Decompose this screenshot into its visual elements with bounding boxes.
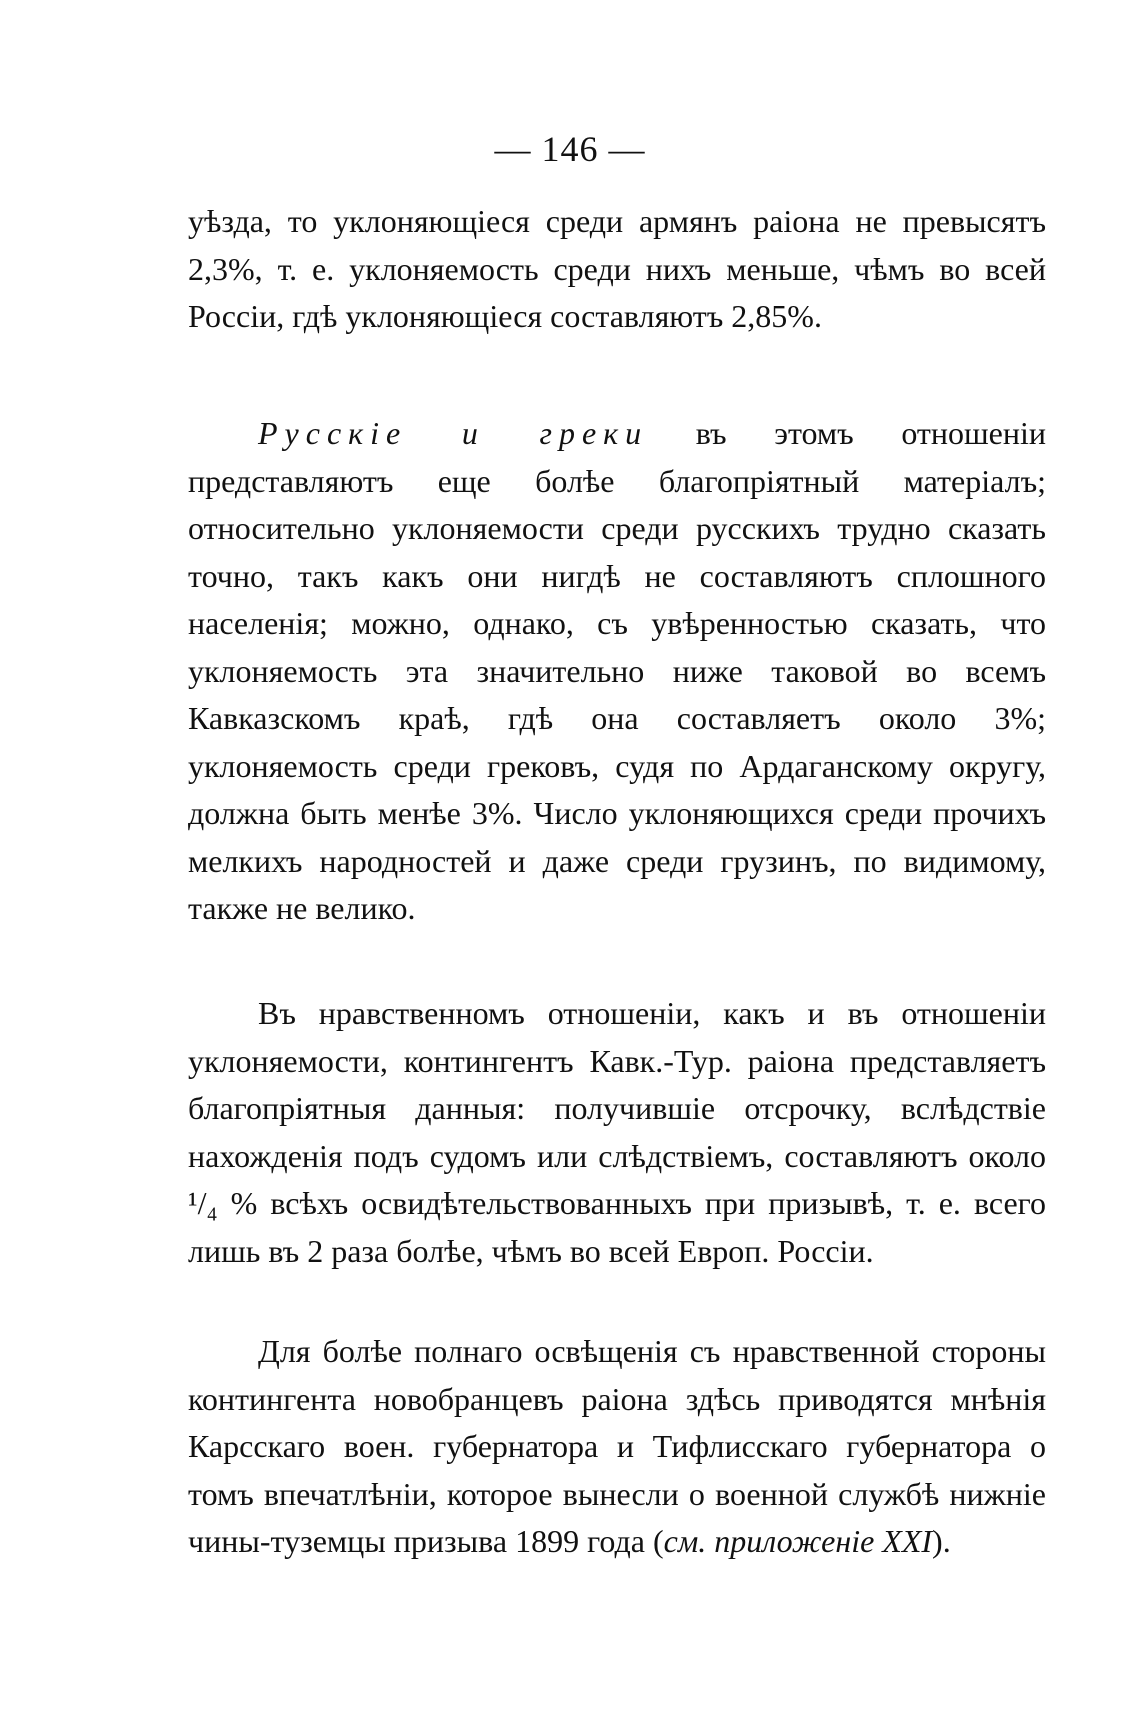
paragraph-3-text: Въ нравственномъ отношеніи, какъ и въ отношеніи уклоняемости, контингентъ Кавк.-Тур. раіона представляетъ благопріятныя данныя: получившіе отсрочку, вслѣдствіе нахожденія подъ судомъ или слѣдствіемъ, составляютъ около ¹/₄ % всѣхъ освидѣтельствованныхъ при призывѣ, т. е. всего лишь въ 2 раза болѣе, чѣмъ во всей Европ. Россіи. — [188, 995, 1046, 1269]
paragraph-4-text: Для болѣе полнаго освѣщенія съ нравственной стороны контингента новобранцевъ раіона здѣсь приводятся мнѣнія Карсскаго воен. губернатора и Тифлисскаго губернатора о томъ впечатлѣніи, которое вынесли о военной службѣ нижніе чины-туземцы призыва 1899 года ( — [188, 1333, 1046, 1559]
paragraph-1 — [188, 198, 1046, 341]
paragraph-2 — [188, 410, 1046, 933]
paragraph-4 — [188, 1328, 1046, 1566]
page-number: — 146 — — [494, 129, 646, 169]
paragraph-4-tail: ). — [932, 1523, 951, 1559]
paragraph-3 — [188, 990, 1046, 1275]
paragraph-4-reference: см. приложеніе XXI — [663, 1523, 933, 1559]
paragraph-2-text: въ этомъ отношеніи представляютъ еще болѣе благопріятный матеріалъ; относительно уклоняемости среди русскихъ трудно сказать точно, такъ какъ они нигдѣ не составляютъ сплошного населенія; можно, однако, съ увѣренностью сказать, что уклоняемость эта значительно ниже таковой во всемъ Кавказскомъ краѣ, гдѣ она составляетъ около 3%; уклоняемость среди грековъ, судя по Ардаганскому округу, должна быть менѣе 3%. Число уклоняющихся среди прочихъ мелкихъ народностей и даже среди грузинъ, по видимому, также не велико. — [188, 415, 1047, 926]
paragraph-1-text: уѣзда, то уклоняющіеся среди армянъ раіона не превысятъ 2,3%, т. е. уклоняемость среди нихъ меньше, чѣмъ во всей Россіи, гдѣ уклоняющіеся составляютъ 2,85%. — [188, 203, 1046, 334]
paragraph-2-emphasis: Русскіе и греки — [258, 415, 649, 451]
